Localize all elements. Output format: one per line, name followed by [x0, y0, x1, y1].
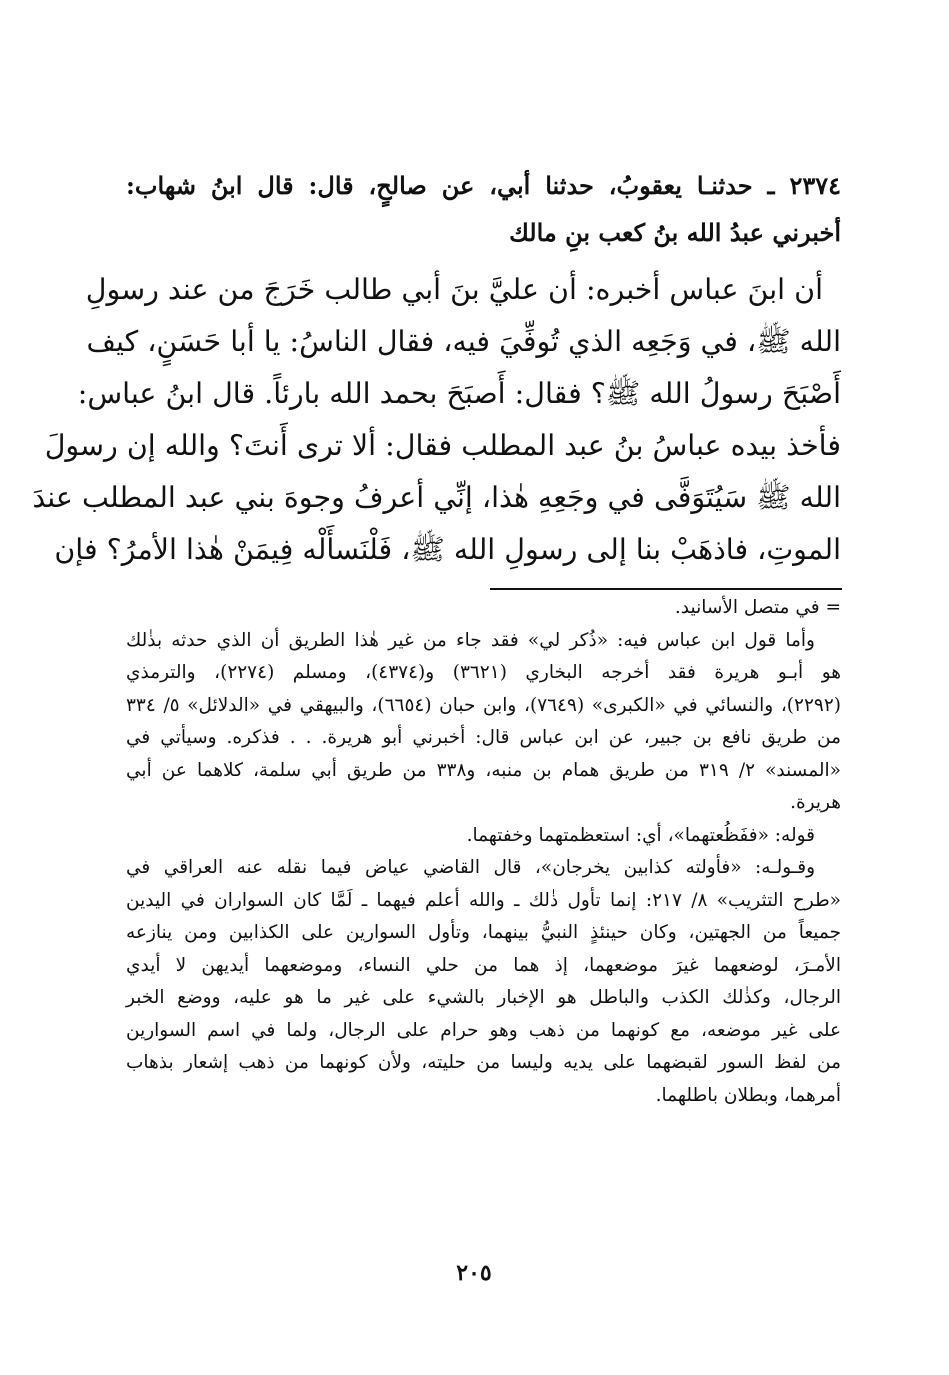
footnote-line: من طريق نافع بن جبير، عن ابن عباس قال: أخبرني أبو هريرة. . . فذكره. وسيأتي في [126, 727, 841, 748]
footnote-line: وأما قول ابن عباس فيه: «ذُكر لي» فقد جاء من غير هٰذا الطريق أن الذي حدثه بذٰلك [126, 629, 815, 651]
heading-line-1 [126, 162, 841, 209]
footnote-separator [490, 588, 842, 590]
main-line: أن ابنَ عباس أخبره: أن عليَّ بنَ أبي طالب خَرَجَ من عند رسولِ [85, 273, 823, 306]
main-line: الموتِ، فاذهَبْ بنا إلى رسولِ الله ﷺ، فَلْنَسأَلْه فِيمَنْ هٰذا الأمرُ؟ فإن [54, 533, 841, 566]
main-line: فأخذ بيده عباسُ بنُ عبد المطلب فقال: ألا ترى أَنتَ؟ والله إن رسولَ [44, 429, 841, 462]
footnote-line: = في متصل الأسانيد. [674, 597, 841, 618]
footnote-line: وقـولـه: «فأولته كذابين يخرجان»، قال القاضي عياض فيما نقله عنه العراقي في [126, 857, 815, 878]
footnote-line: جميعاً من الجهتين، وكان حينئذٍ النبيُّ بينهما، وتأول السوارين على الكذابين ومن ينازعه [126, 922, 841, 943]
footnote-line: «المسند» ٢/ ٣١٩ من طريق همام بن منبه، و٣٣٨ من طريق أبي سلمة، كلاهما عن أبي [126, 759, 841, 781]
heading-line-2: أخبرني عبدُ الله بنُ كعب بنِ مالك [509, 218, 841, 247]
hadith-heading [126, 162, 841, 256]
footnote-line: على غير موضعه، مع كونهما من ذهب وهو حرام على الرجال، ولما في اسم السوارين [126, 1019, 841, 1041]
hadith-number: ٢٣٧٤ [789, 171, 841, 200]
footnote-line: من لفظ السور لقبضهما على يديه وليسا من حليته، ولأن كونهما من ذهب إشعار بذهاب [126, 1052, 841, 1073]
footnote-line: «طرح التثريب» ٨/ ٢١٧: إنما تأول ذٰلك ـ والله أعلم فيهما ـ لَمَّا كان السواران في اليدين [126, 889, 841, 911]
main-line: الله ﷺ سَيُتَوَفَّى في وجَعِهِ هٰذا، إنِّي أعرفُ وجوهَ بني عبد المطلب عندَ [32, 481, 841, 514]
footnote-line: الرجال، وكذٰلك الكذب والباطل هو الإخبار بالشيء على غير ما هو عليه، ووضع الخبر [126, 987, 841, 1008]
heading-text: ـ حدثنـا يعقوبُ، حدثنا أبي، عن صالحٍ، قال: قال ابنُ شهاب: [126, 171, 775, 200]
footnote-line: أمرهما، وبطلان باطلهما. [655, 1084, 841, 1106]
footnotes [126, 592, 841, 1112]
main-line: الله ﷺ، في وَجَعِه الذي تُوفِّيَ فيه، فقال الناسُ: يا أبا حَسَنٍ، كيف [86, 325, 841, 358]
footnote-line: الأمـرَ، لوضعهما غيرَ موضعهما، إذ هما من حلي النساء، وموضعهما أيديهن لا أيدي [126, 954, 841, 976]
page-number: ٢٠٥ [456, 1260, 492, 1286]
main-line: أَصْبَحَ رسولُ الله ﷺ؟ فقال: أَصبَحَ بحمد الله بارئاً. قال ابنُ عباس: [77, 377, 841, 410]
footnote-line: هريرة. [790, 792, 841, 813]
hadith-main-text [32, 264, 841, 576]
footnote-line: (٢٢٩٢)، والنسائي في «الكبرى» (٧٦٤٩)، وابن حبان (٦٦٥٤)، والبيهقي في «الدلائل» ٥/ ٣٣٤ [126, 694, 841, 716]
footnote-line: هو أبـو هريرة فقد أخرجه البخاري (٣٦٢١) و(٤٣٧٤)، ومسلم (٢٢٧٤)، والترمذي [126, 662, 842, 683]
footnote-line: قوله: «ففَظُعتهما»، أي: استعظمتهما وخفتهما. [466, 824, 815, 846]
